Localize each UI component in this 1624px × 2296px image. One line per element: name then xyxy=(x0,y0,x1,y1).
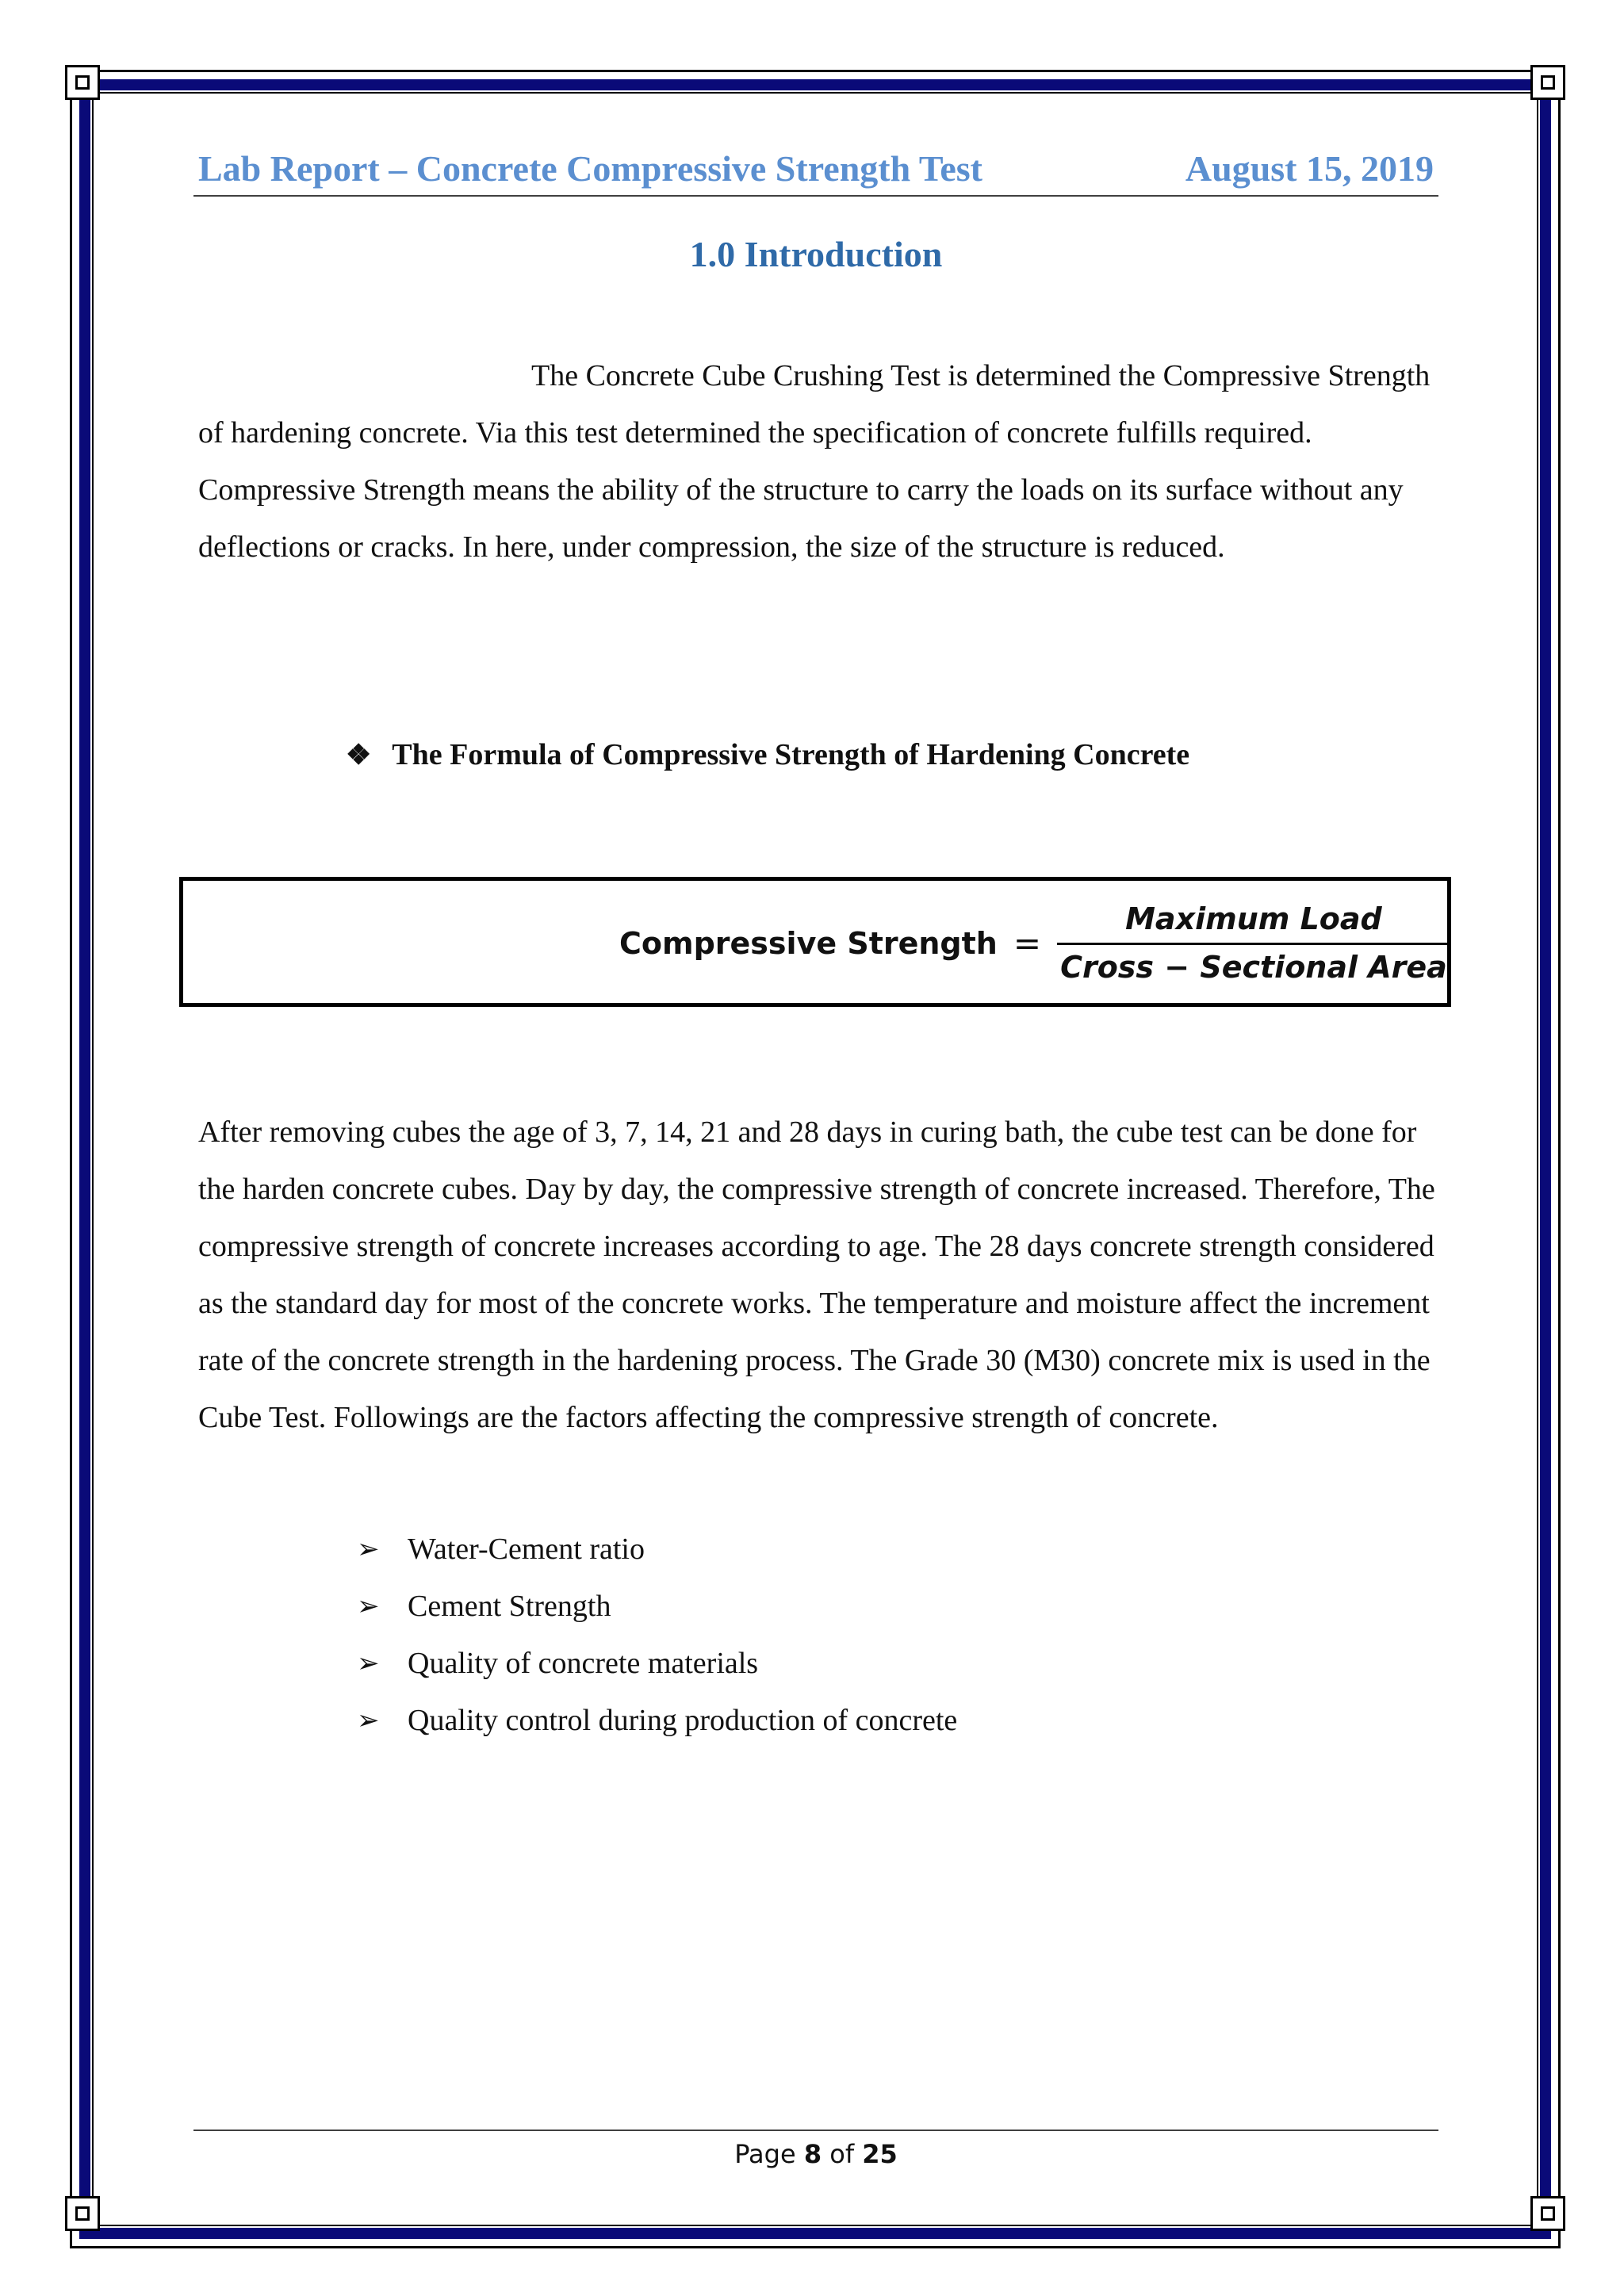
compressive-strength-formula xyxy=(619,901,1447,985)
list-item xyxy=(357,1692,957,1749)
page-header xyxy=(193,147,1438,197)
arrow-bullet-icon: ➢ xyxy=(357,1533,380,1565)
factor-text: Quality of concrete materials xyxy=(408,1647,759,1680)
border-corner-ornament xyxy=(1530,65,1565,100)
report-title: Lab Report – Concrete Compressive Strength Test xyxy=(198,148,982,189)
list-item xyxy=(357,1635,957,1692)
list-item xyxy=(357,1578,957,1635)
footer-divider xyxy=(193,2130,1438,2131)
page-current: 8 xyxy=(803,2139,822,2169)
diamond-bullet-icon: ❖ xyxy=(346,739,372,771)
factor-text: Water-Cement ratio xyxy=(408,1533,645,1566)
body-paragraph: After removing cubes the age of 3, 7, 14, 21 and 28 days in curing bath, the cube test can be done for the harden concrete cubes. Day by day, the compressive strength of concrete increased. Therefore, The compressive strength of concrete increases according to age. The 28 days concrete strength considered as the standard day for most of the concrete works. The temperature and moisture affect the increment rate of the concrete strength in the hardening process. The Grade 30 (M30) concrete mix is used in the Cube Test. Followings are the factors affecting the compressive strength of concrete. xyxy=(198,1115,1435,1434)
formula-denominator: Cross − Sectional Area xyxy=(1060,950,1447,985)
arrow-bullet-icon: ➢ xyxy=(357,1590,380,1622)
formula-box xyxy=(179,877,1451,1007)
factor-text: Cement Strength xyxy=(408,1590,611,1623)
list-item xyxy=(357,1521,957,1578)
factor-text: Quality control during production of concrete xyxy=(408,1704,958,1737)
section-title: 1.0 Introduction xyxy=(689,234,943,274)
formula-numerator: Maximum Load xyxy=(1057,901,1450,945)
intro-paragraph: The Concrete Cube Crushing Test is determined the Compressive Strength of hardening concrete. Via this test determined the specification of concrete fulfills required. Compressive Strength means the ability of the structure to carry the loads on its surface without any deflections or cracks. In here, under compression, the size of the structure is reduced. xyxy=(198,359,1431,564)
of-label: of xyxy=(829,2139,855,2169)
border-corner-ornament xyxy=(65,2196,100,2231)
arrow-bullet-icon: ➢ xyxy=(357,1647,380,1679)
arrow-bullet-icon: ➢ xyxy=(357,1705,380,1736)
formula-heading xyxy=(346,737,1189,772)
border-corner-ornament xyxy=(65,65,100,100)
formula-equals: = xyxy=(1013,924,1042,962)
page-label: Page xyxy=(734,2139,796,2169)
factors-list xyxy=(357,1521,957,1749)
formula-lhs: Compressive Strength xyxy=(619,925,998,961)
report-date: August 15, 2019 xyxy=(1185,148,1434,189)
page-footer xyxy=(193,2139,1438,2169)
border-corner-ornament xyxy=(1530,2196,1565,2231)
formula-heading-text: The Formula of Compressive Strength of Hardening Concrete xyxy=(392,738,1190,771)
page-total: 25 xyxy=(862,2139,898,2169)
formula-fraction xyxy=(1060,901,1447,985)
